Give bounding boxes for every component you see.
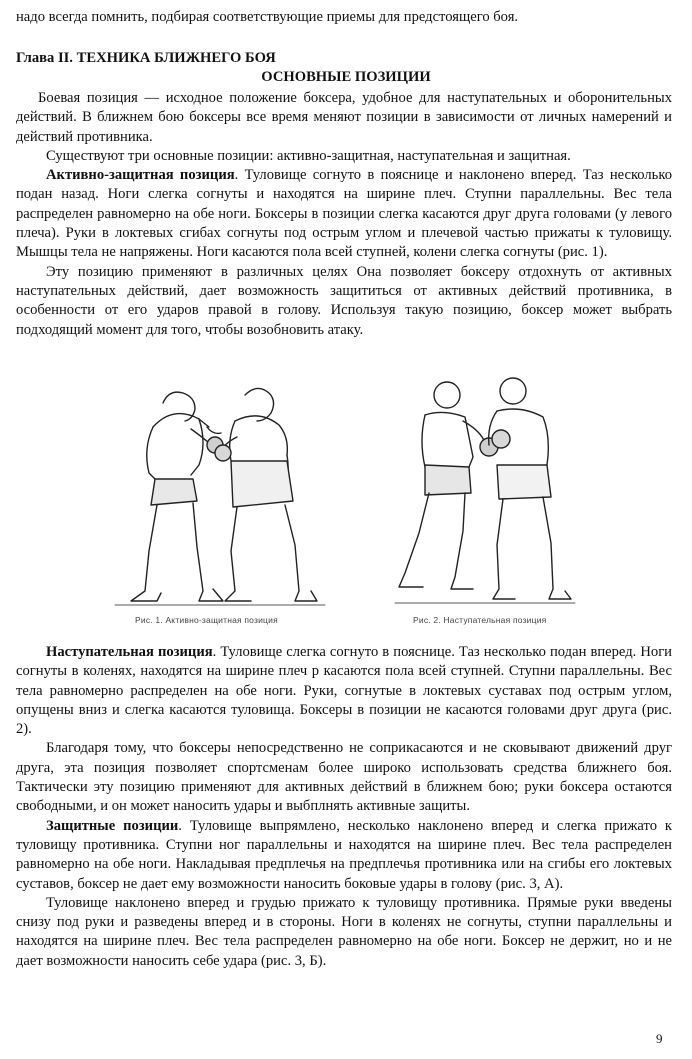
- section-title: ОСНОВНЫЕ ПОЗИЦИИ: [261, 69, 431, 85]
- text-block-1: [16, 89, 672, 340]
- figure-1-illustration: [95, 365, 335, 615]
- figure-2-illustration: [385, 365, 585, 615]
- paragraph-intro-1: Боевая позиция — исходное положение боксера, удобное для наступательных и оборонительных действий. В ближнем бою боксеры все время меняют позиции в зависимости от личных намерений и действий противника.: [16, 90, 672, 145]
- text-block-2: [16, 643, 672, 971]
- paragraph-active-defensive: Активно-защитная позиция. Туловище согнуто в пояснице и наклонено вперед. Таз несколько подан назад. Ноги слегка согнуты и находятся на ширине плеч. Ступни параллельны. Вес тела распределен равномерно на обе ноги. Боксеры в позиции слегка касаются друг друга головами (у левого плеча). Руки в локтевых сгибах согнуты под острым углом и плечевой частью прижаты к туловищу. Мышцы тела не напряжены. Ноги касаются пола всей ступней, колени слегка согнуты (рис. 1).: [16, 167, 672, 261]
- term-defensive: Защитные позиции: [46, 817, 179, 834]
- paragraph-usage: Эту позицию применяют в различных целях Она позволяет боксеру отдохнуть от активных наступательных действий, дает возможность защититься от активных действий противника, в особенности от его ударов правой в голову. Используя такую позицию, боксер может выбрать подходящий момент для того, чтобы возобновить атаку.: [16, 263, 672, 338]
- figure-1-caption: Рис. 1. Активно-защитная позиция: [135, 615, 278, 625]
- paragraph-defensive: Защитные позиции. Туловище выпрямлено, несколько наклонено вперед и слегка прижато к туловищу противника. Ступни ног параллельны и находятся на ширине плеч. Вес тела распределен равномерно на обе ноги. Накладывая предплечья на предплечья противника или на сгибы его локтевых суставов, боксер не дает ему возможности наносить боковые удары в голову (рис. 3, А).: [16, 817, 672, 892]
- term-active-defensive: Активно-защитная позиция: [46, 167, 235, 184]
- figures-area: [95, 365, 595, 630]
- paragraph-tactics: Благодаря тому, что боксеры непосредственно не соприкасаются и не сковывают движений друг друга, эта позиция позволяет спортсменам более широко использовать средства ближнего боя. Тактически эту позицию применяют для активных действий в ближнем бою; руки боксера остаются свободными, и он может наносить удары и выбплнять активные защиты.: [16, 740, 672, 815]
- term-offensive: Наступательная позиция: [46, 644, 213, 660]
- paragraph-offensive: Наступательная позиция. Туловище слегка согнуто в пояснице. Таз несколько подан вперед. Ноги согнуты в коленях, находятся на ширине плеч р касаются пола всей ступней. Ступни параллельны. Вес тела равномерно распределен на обе ноги. Руки, согнутые в локтевых суставах под острым углом, опущены вниз и слегка касаются туловища. Боксеры в позиции не касаются головами друг друга (рис. 2).: [16, 644, 672, 738]
- top-line: надо всегда помнить, подбирая соответствующие приемы для предстоящего боя.: [16, 9, 519, 25]
- paragraph-intro-2: Существуют три основные позиции: активно-защитная, наступательная и защитная.: [46, 147, 571, 164]
- figure-2-caption: Рис. 2. Наступательная позиция: [413, 615, 547, 625]
- paragraph-defensive-b: Туловище наклонено вперед и грудью прижато к туловищу противника. Прямые руки введены снизу под руки и разведены вперед и в стороны. Ноги в коленях не согнуты, ступни параллельны и находятся на ширине плеч. Вес тела распределен равномерно на обе ноги. Боксер не держит, но и не дает возможности наносить себе удара (рис. 3, Б).: [16, 894, 672, 969]
- page-number: 9: [656, 1031, 663, 1046]
- chapter-title: Глава II. ТЕХНИКА БЛИЖНЕГО БОЯ: [16, 50, 276, 66]
